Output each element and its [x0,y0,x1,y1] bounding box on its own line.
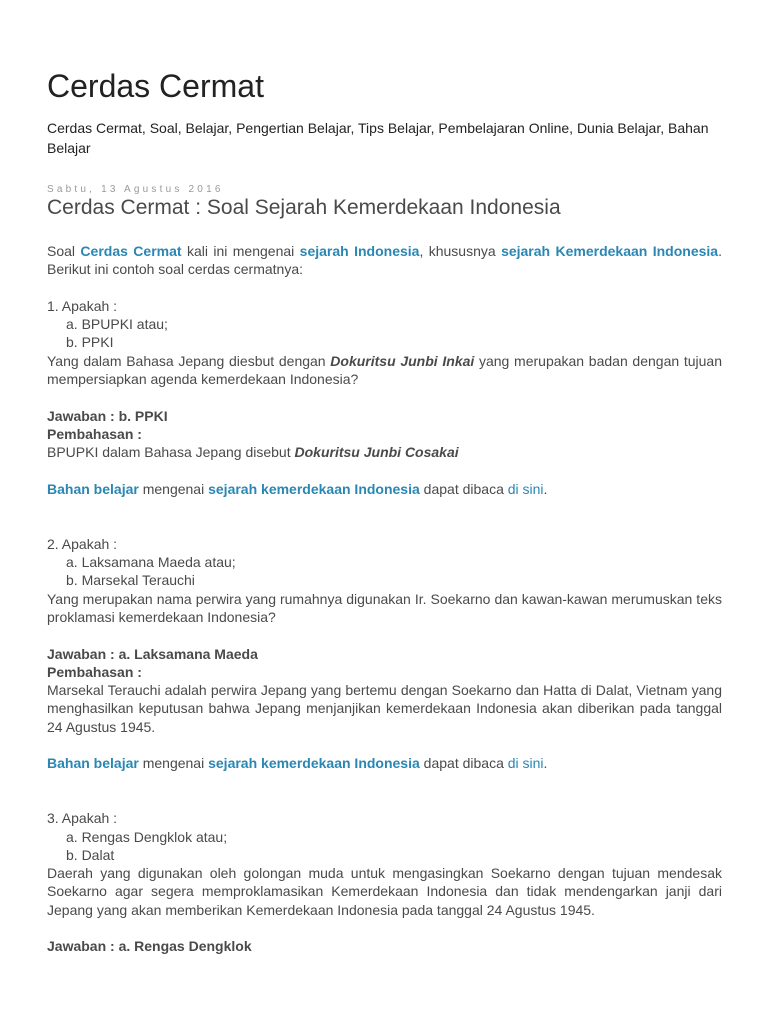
question-number: 2. Apakah : [47,535,118,552]
option-b: b. PPKI [66,334,114,351]
sejarah-kemerdekaan-link[interactable]: sejarah kemerdekaan Indonesia [208,480,420,497]
intro-text: Soal [47,243,81,259]
reference-text: mengenai [138,480,209,497]
bahan-belajar-link[interactable]: Bahan belajar [47,480,139,497]
reference-text: mengenai [138,755,209,772]
discussion-label: Pembahasan : [47,663,142,680]
intro-text: , khususnya [419,243,502,259]
answer: Jawaban : b. PPKI [47,407,168,424]
question-text: Daerah yang digunakan oleh golongan muda untuk mengasingkan Soekarno dengan tujuan mendesak Soekarno agar segera memproklamasikan Kemerdekaan Indonesia dan tidak mendengarkan janji dari Jepang yang akan memberikan Kemerdekaan Indonesia pada tanggal 24 Agustus 1945. [47,865,722,918]
reference-line [47,480,722,498]
reference-line [47,754,722,772]
blog-title[interactable]: Cerdas Cermat [47,68,264,104]
reference-text: . [543,480,548,497]
question-text-part: Yang dalam Bahasa Jepang diesbut dengan [47,352,331,369]
blog-description: Cerdas Cermat, Soal, Belajar, Pengertian Belajar, Tips Belajar, Pembelajaran Online, Dunia Belajar, Bahan Belajar [47,120,709,156]
intro-paragraph [47,242,722,279]
question-text: Yang merupakan nama perwira yang rumahnya digunakan Ir. Soekarno dan kawan-kawan merumuskan teks proklamasi kemerdekaan Indonesia? [47,590,722,625]
discussion-label: Pembahasan : [47,425,142,442]
discussion-text [47,443,722,461]
sejarah-kemerdekaan-link[interactable]: sejarah Kemerdekaan Indonesia [501,243,719,259]
sejarah-indonesia-link[interactable]: sejarah Indonesia [299,243,420,259]
reference-text: dapat dibaca [419,755,508,772]
answer: Jawaban : a. Rengas Dengklok [47,938,252,955]
bahan-belajar-link[interactable]: Bahan belajar [47,755,139,772]
post-title[interactable]: Cerdas Cermat : Soal Sejarah Kemerdekaan Indonesia [47,196,561,219]
question-text-part: yang merupakan badan dengan tujuan mempersiapkan agenda kemerdekaan Indonesia? [47,352,722,388]
question-term: Dokuritsu Junbi Inkai [330,352,475,369]
option-b: b. Dalat [66,846,115,863]
di-sini-link[interactable]: di sini [507,480,544,497]
intro-text: kali ini mengenai [181,243,300,259]
reference-text: dapat dibaca [419,480,508,497]
di-sini-link[interactable]: di sini [507,755,544,772]
intro-text: . Berikut ini contoh soal cerdas cermatnya: [47,243,722,278]
option-b: b. Marsekal Terauchi [66,572,195,589]
post-date: Sabtu, 13 Agustus 2016 [47,184,224,195]
post-body [47,242,722,956]
discussion-term: Dokuritsu Junbi Cosakai [294,444,459,461]
option-a: a. BPUPKI atau; [66,316,168,333]
reference-text: . [543,755,548,772]
discussion-text: Marsekal Terauchi adalah perwira Jepang yang bertemu dengan Soekarno dan Hatta di Dalat, Vietnam yang menghasilkan keputusan bahwa Jepang menjanjikan kemerdekaan Indonesia akan diberikan pada tanggal 24 Agustus 1945. [47,682,722,735]
cerdas-cermat-link[interactable]: Cerdas Cermat [80,243,182,259]
sejarah-kemerdekaan-link[interactable]: sejarah kemerdekaan Indonesia [208,755,420,772]
answer: Jawaban : a. Laksamana Maeda [47,645,258,662]
question-number: 1. Apakah : [47,297,118,314]
question-number: 3. Apakah : [47,810,118,827]
discussion-text-part: BPUPKI dalam Bahasa Jepang disebut [47,444,295,461]
question-text [47,352,722,389]
option-a: a. Laksamana Maeda atau; [66,554,236,571]
option-a: a. Rengas Dengklok atau; [66,828,228,845]
